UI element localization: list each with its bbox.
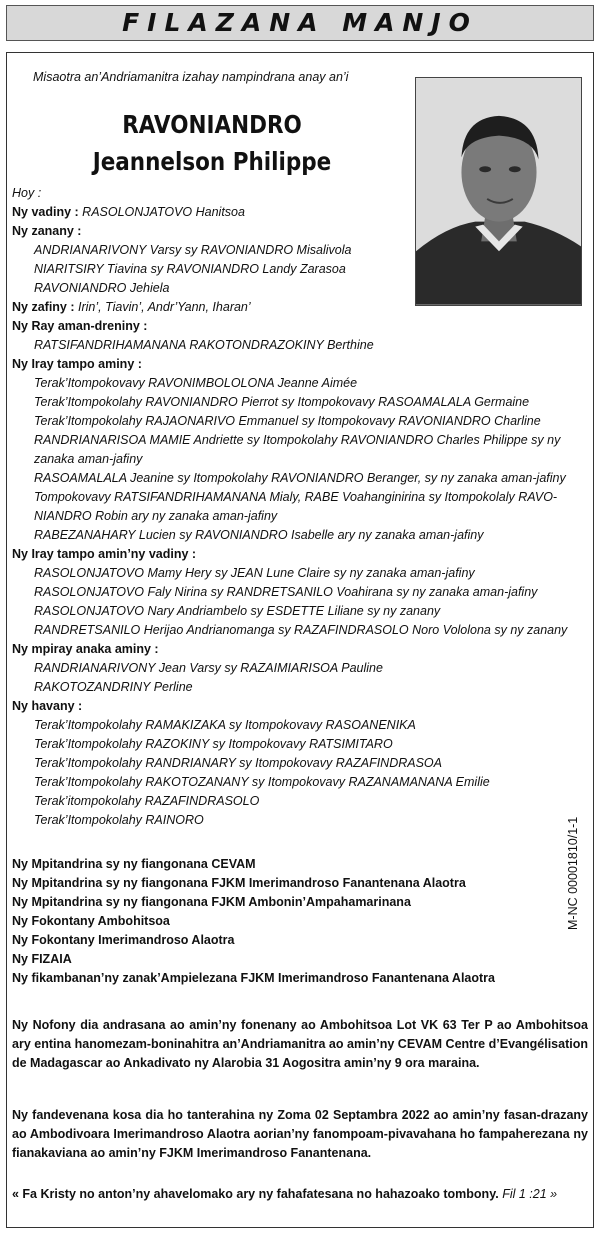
quote-text: « Fa Kristy no anton’ny ahavelomako ary ny fahafatesana no hahazoako tombony. xyxy=(12,1187,499,1201)
organization-item: Ny Mpitandrina sy ny fiangonana FJKM Ambonin’Ampahamarinana xyxy=(12,895,411,909)
organization-item: Ny Mpitandrina sy ny fiangonana CEVAM xyxy=(12,857,256,871)
quote-reference: Fil 1 :21 » xyxy=(502,1187,558,1201)
organization-item: Ny Mpitandrina sy ny fiangonana FJKM Imerimandroso Fanantenana Alaotra xyxy=(12,876,466,890)
list-item: Terak’itompokolahy RAZAFINDRASOLO xyxy=(34,794,260,808)
list-item: Terak’Itompokolahy RANDRIANARY sy Itompokovavy RAZAFINDRASOA xyxy=(34,756,442,770)
list-item: Terak’Itompokolahy RAKOTOZANANY sy Itompokovavy RAZANAMANANA Emilie xyxy=(34,775,490,789)
list-item: RASOLONJATOVO Faly Nirina sy RANDRETSANILO Voahirana sy ny zanaka aman-jafiny xyxy=(34,585,538,599)
organization-item: Ny fikambanan’ny zanak’Ampielezana FJKM Imerimandroso Fanantenana Alaotra xyxy=(12,971,496,985)
organization-item: Ny Fokontany Imerimandroso Alaotra xyxy=(12,933,235,947)
family-group-grandchildren: Ny zafiny : Irin’, Tiavin’, Andr’Yann, Iharan’ xyxy=(12,300,251,314)
family-list xyxy=(12,184,592,988)
organization-item: Ny Fokontany Ambohitsoa xyxy=(12,914,170,928)
header-title: FILAZANA MANJO xyxy=(6,5,594,41)
organization-item: Ny FIZAIA xyxy=(12,952,72,966)
list-item: Terak’Itompokolahy RAVONIANDRO Pierrot sy Itompokovavy RASOAMALALA Germaine xyxy=(34,395,530,409)
list-item: RANDRIANARIVONY Jean Varsy sy RAZAIMIARISOA Pauline xyxy=(34,661,383,675)
list-item: Terak’Itompokolahy RAJAONARIVO Emmanuel sy Itompokovavy RAVONIANDRO Charline xyxy=(34,414,541,428)
list-item: RANDRETSANILO Herijao Andrianomanga sy RAZAFINDRASOLO Noro Vololona sy ny zanany xyxy=(34,623,568,637)
family-group-siblings: Ny Iray tampo aminy : xyxy=(12,357,142,371)
family-group-parents: Ny Ray aman-dreniny : xyxy=(12,319,148,333)
vigil-paragraph: Ny Nofony dia andrasana ao amin’ny fonenany ao Ambohitsoa Lot VK 63 Ter P ao Ambohitsoa ary entina hanomezam-boninahitra an’Andriamanitra ao amin’ny CEVAM Centre d’Evangélisation de Madagascar ao Ankadivato ny Alarobia 31 Aogositra amin’ny 9 ora maraina. xyxy=(12,1018,588,1070)
list-item: RATSIFANDRIHAMANANA RAKOTONDRAZOKINY Berthine xyxy=(34,338,374,352)
group-label: Ny vadiny xyxy=(12,205,72,219)
list-item: RANDRIANARISOA MAMIE Andriette sy Itompokolahy RAVONIANDRO Charles Philippe sy ny zanaka aman-jafiny xyxy=(34,433,561,466)
list-item: RASOLONJATOVO Mamy Hery sy JEAN Lune Claire sy ny zanaka aman-jafiny xyxy=(34,566,475,580)
family-group-in-laws: Ny mpiray anaka aminy : xyxy=(12,642,159,656)
group-inline-value: Irin’, Tiavin’, Andr’Yann, Iharan’ xyxy=(78,300,251,314)
list-item: NIARITSIRY Tiavina sy RAVONIANDRO Landy Zarasoa xyxy=(34,262,346,276)
list-item: RAKOTOZANDRINY Perline xyxy=(34,680,193,694)
list-item: Terak’Itompokolahy RAZOKINY sy Itompokovavy RATSIMITARO xyxy=(34,737,393,751)
list-item: RASOLONJATOVO Nary Andriambelo sy ESDETTE Liliane sy ny zanany xyxy=(34,604,441,618)
deceased-surname: RAVONIANDRO xyxy=(122,110,302,139)
list-item: Terak’Itompokolahy RAMAKIZAKA sy Itompokovavy RASOANENIKA xyxy=(34,718,416,732)
group-inline-value: RASOLONJATOVO Hanitsoa xyxy=(82,205,245,219)
family-group-spouse: Ny vadiny : RASOLONJATOVO Hanitsoa xyxy=(12,205,245,219)
hoy-label: Hoy : xyxy=(12,186,42,200)
family-group-relatives: Ny havany : xyxy=(12,699,83,713)
list-item: Terak’Itompokovavy RAVONIMBOLOLONA Jeanne Aimée xyxy=(34,376,358,390)
bible-quote xyxy=(12,1187,588,1201)
group-label: Ny zafiny xyxy=(12,300,67,314)
ad-code: M-NC 00001810/1-1 xyxy=(566,816,580,930)
family-group-children: Ny zanany : xyxy=(12,224,82,238)
list-item: Tompokovavy RATSIFANDRIHAMANANA Mialy, RABE Voahanginirina sy Itompokolaly RAVO-NIANDRO Robin ary ny zanaka aman-jafiny xyxy=(34,490,558,523)
burial-paragraph: Ny fandevenana kosa dia ho tanterahina ny Zoma 02 Septambra 2022 ao amin’ny fasan-drazany ao Ambodivoara Imerimandroso Alaotra aorian’ny fanompoam-pivavahana ho fampaherezana ny fianakaviana ao amin’ny FJKM Imerimandroso Fanantenana. xyxy=(12,1108,588,1160)
list-item: ANDRIANARIVONY Varsy sy RAVONIANDRO Misalivola xyxy=(34,243,352,257)
family-group-spouse-siblings: Ny Iray tampo amin’ny vadiny : xyxy=(12,547,197,561)
list-item: Terak’Itompokolahy RAINORO xyxy=(34,813,204,827)
list-item: RAVONIANDRO Jehiela xyxy=(34,281,170,295)
list-item: RASOAMALALA Jeanine sy Itompokolahy RAVONIANDRO Beranger, sy ny zanaka aman-jafiny xyxy=(34,471,566,485)
deceased-given-names: Jeannelson Philippe xyxy=(92,147,332,176)
list-item: RABEZANAHARY Lucien sy RAVONIANDRO Isabelle ary ny zanaka aman-jafiny xyxy=(34,528,484,542)
intro-text: Misaotra an’Andriamanitra izahay nampindrana anay an’i xyxy=(33,70,349,84)
